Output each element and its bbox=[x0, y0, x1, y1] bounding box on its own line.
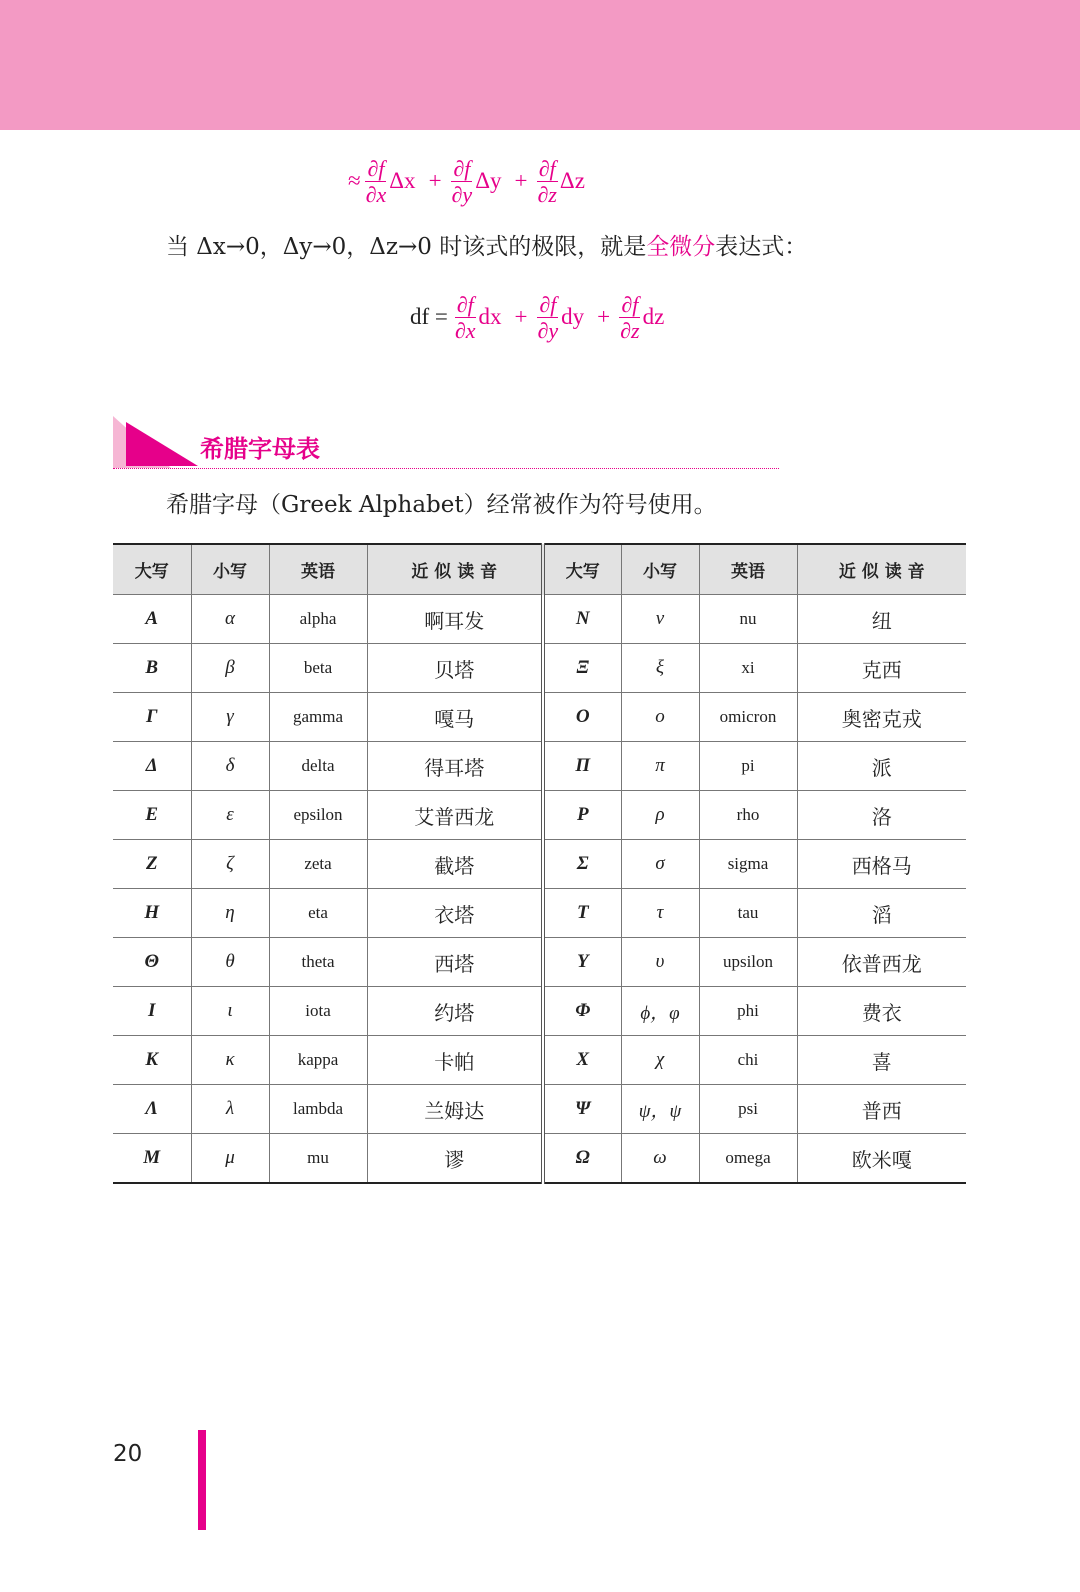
cell-english: chi bbox=[699, 1036, 797, 1085]
cell-uppercase: O bbox=[543, 693, 621, 742]
differential-term: dz bbox=[642, 304, 665, 329]
cell-lowercase: ο bbox=[621, 693, 699, 742]
cell-uppercase: Ψ bbox=[543, 1085, 621, 1134]
cell-pronunciation: 派 bbox=[797, 742, 966, 791]
table-row bbox=[113, 595, 966, 644]
header-pronunciation: 近 似 读 音 bbox=[797, 544, 966, 595]
header-lowercase: 小写 bbox=[621, 544, 699, 595]
cell-lowercase: χ bbox=[621, 1036, 699, 1085]
partial-fraction: $\frac{\partial f}{\partial y}$ bbox=[451, 155, 473, 207]
cell-lowercase: ω bbox=[621, 1134, 699, 1184]
cell-lowercase: γ bbox=[191, 693, 269, 742]
total-differential-equation bbox=[410, 286, 670, 348]
cell-english: omega bbox=[699, 1134, 797, 1184]
cell-english: zeta bbox=[269, 840, 367, 889]
table-header-row bbox=[113, 544, 966, 595]
cell-pronunciation: 衣塔 bbox=[367, 889, 543, 938]
cell-lowercase: κ bbox=[191, 1036, 269, 1085]
cell-english: nu bbox=[699, 595, 797, 644]
cell-english: upsilon bbox=[699, 938, 797, 987]
table-row bbox=[113, 840, 966, 889]
cell-english: eta bbox=[269, 889, 367, 938]
cell-pronunciation: 滔 bbox=[797, 889, 966, 938]
cell-english: xi bbox=[699, 644, 797, 693]
cell-pronunciation: 卡帕 bbox=[367, 1036, 543, 1085]
cell-pronunciation: 谬 bbox=[367, 1134, 543, 1184]
partial-fraction: $\frac{\partial f}{\partial x}$ bbox=[365, 155, 387, 207]
plus-sign: + bbox=[597, 304, 611, 329]
cell-uppercase: Υ bbox=[543, 938, 621, 987]
header-band bbox=[0, 0, 1080, 130]
section-title: 希腊字母表 bbox=[200, 435, 320, 463]
cell-lowercase: ξ bbox=[621, 644, 699, 693]
cell-pronunciation: 约塔 bbox=[367, 987, 543, 1036]
cell-english: delta bbox=[269, 742, 367, 791]
cell-english: gamma bbox=[269, 693, 367, 742]
cell-uppercase: Σ bbox=[543, 840, 621, 889]
cell-pronunciation: 奥密克戎 bbox=[797, 693, 966, 742]
cell-pronunciation: 纽 bbox=[797, 595, 966, 644]
cell-uppercase: X bbox=[543, 1036, 621, 1085]
header-uppercase: 大写 bbox=[113, 544, 191, 595]
table-row bbox=[113, 938, 966, 987]
cell-lowercase: ι bbox=[191, 987, 269, 1036]
cell-lowercase: η bbox=[191, 889, 269, 938]
cell-pronunciation: 西塔 bbox=[367, 938, 543, 987]
table-row bbox=[113, 693, 966, 742]
cell-lowercase: ρ bbox=[621, 791, 699, 840]
table-row bbox=[113, 791, 966, 840]
approximation-equation bbox=[348, 150, 591, 212]
header-lowercase: 小写 bbox=[191, 544, 269, 595]
cell-lowercase: ϕ，φ bbox=[621, 987, 699, 1036]
cell-english: kappa bbox=[269, 1036, 367, 1085]
cell-pronunciation: 贝塔 bbox=[367, 644, 543, 693]
cell-uppercase: T bbox=[543, 889, 621, 938]
section-decoration-triangle bbox=[126, 422, 198, 466]
cell-lowercase: ε bbox=[191, 791, 269, 840]
partial-fraction: $\frac{\partial f}{\partial z}$ bbox=[620, 291, 640, 343]
cell-uppercase: H bbox=[113, 889, 191, 938]
cell-lowercase: β bbox=[191, 644, 269, 693]
table-row bbox=[113, 987, 966, 1036]
cell-pronunciation: 啊耳发 bbox=[367, 595, 543, 644]
plus-sign: + bbox=[514, 168, 528, 193]
cell-uppercase: E bbox=[113, 791, 191, 840]
cell-pronunciation: 嘎马 bbox=[367, 693, 543, 742]
cell-pronunciation: 依普西龙 bbox=[797, 938, 966, 987]
greek-alphabet-table bbox=[113, 543, 966, 1184]
cell-lowercase: υ bbox=[621, 938, 699, 987]
section-rule bbox=[113, 468, 779, 469]
table-row bbox=[113, 742, 966, 791]
table-row bbox=[113, 1134, 966, 1184]
cell-pronunciation: 截塔 bbox=[367, 840, 543, 889]
cell-english: omicron bbox=[699, 693, 797, 742]
cell-pronunciation: 喜 bbox=[797, 1036, 966, 1085]
cell-uppercase: Γ bbox=[113, 693, 191, 742]
cell-uppercase: P bbox=[543, 791, 621, 840]
differential-term: dx bbox=[478, 304, 502, 329]
equation-lhs: df = bbox=[410, 304, 448, 329]
differential-term: dy bbox=[561, 304, 585, 329]
table-row bbox=[113, 644, 966, 693]
cell-lowercase: μ bbox=[191, 1134, 269, 1184]
differential-term: Δz bbox=[559, 168, 585, 193]
header-pronunciation: 近 似 读 音 bbox=[367, 544, 543, 595]
cell-lowercase: π bbox=[621, 742, 699, 791]
cell-uppercase: I bbox=[113, 987, 191, 1036]
cell-uppercase: M bbox=[113, 1134, 191, 1184]
differential-term: Δx bbox=[389, 168, 416, 193]
cell-lowercase: ν bbox=[621, 595, 699, 644]
cell-english: theta bbox=[269, 938, 367, 987]
cell-lowercase: λ bbox=[191, 1085, 269, 1134]
differential-term: Δy bbox=[475, 168, 502, 193]
cell-uppercase: A bbox=[113, 595, 191, 644]
table-row bbox=[113, 1036, 966, 1085]
cell-uppercase: Z bbox=[113, 840, 191, 889]
partial-fraction: $\frac{\partial f}{\partial y}$ bbox=[537, 291, 559, 343]
cell-pronunciation: 西格马 bbox=[797, 840, 966, 889]
cell-english: tau bbox=[699, 889, 797, 938]
section-intro: 希腊字母（Greek Alphabet）经常被作为符号使用。 bbox=[166, 492, 717, 518]
partial-fraction: $\frac{\partial f}{\partial z}$ bbox=[537, 155, 557, 207]
cell-english: beta bbox=[269, 644, 367, 693]
cell-pronunciation: 兰姆达 bbox=[367, 1085, 543, 1134]
cell-english: sigma bbox=[699, 840, 797, 889]
cell-uppercase: N bbox=[543, 595, 621, 644]
cell-lowercase: δ bbox=[191, 742, 269, 791]
cell-pronunciation: 洛 bbox=[797, 791, 966, 840]
cell-english: pi bbox=[699, 742, 797, 791]
cell-lowercase: ζ bbox=[191, 840, 269, 889]
cell-lowercase: ψ，ψ bbox=[621, 1085, 699, 1134]
cell-english: psi bbox=[699, 1085, 797, 1134]
plus-sign: + bbox=[514, 304, 528, 329]
cell-lowercase: τ bbox=[621, 889, 699, 938]
cell-pronunciation: 得耳塔 bbox=[367, 742, 543, 791]
cell-pronunciation: 艾普西龙 bbox=[367, 791, 543, 840]
cell-pronunciation: 费衣 bbox=[797, 987, 966, 1036]
cell-uppercase: Δ bbox=[113, 742, 191, 791]
cell-uppercase: Ω bbox=[543, 1134, 621, 1184]
cell-lowercase: θ bbox=[191, 938, 269, 987]
cell-uppercase: Λ bbox=[113, 1085, 191, 1134]
cell-lowercase: α bbox=[191, 595, 269, 644]
cell-english: mu bbox=[269, 1134, 367, 1184]
cell-english: rho bbox=[699, 791, 797, 840]
partial-fraction: $\frac{\partial f}{\partial x}$ bbox=[454, 291, 476, 343]
cell-uppercase: Π bbox=[543, 742, 621, 791]
header-uppercase: 大写 bbox=[543, 544, 621, 595]
cell-pronunciation: 克西 bbox=[797, 644, 966, 693]
cell-lowercase: σ bbox=[621, 840, 699, 889]
cell-pronunciation: 欧米嘎 bbox=[797, 1134, 966, 1184]
cell-uppercase: Ξ bbox=[543, 644, 621, 693]
cell-english: epsilon bbox=[269, 791, 367, 840]
cell-english: iota bbox=[269, 987, 367, 1036]
cell-english: phi bbox=[699, 987, 797, 1036]
header-english: 英语 bbox=[699, 544, 797, 595]
table-row bbox=[113, 1085, 966, 1134]
cell-uppercase: Θ bbox=[113, 938, 191, 987]
page-number: 20 bbox=[113, 1441, 143, 1467]
limit-paragraph: 当 Δx→0，Δy→0，Δz→0 时该式的极限，就是全微分表达式： bbox=[166, 234, 808, 260]
cell-uppercase: Φ bbox=[543, 987, 621, 1036]
cell-uppercase: B bbox=[113, 644, 191, 693]
cell-pronunciation: 普西 bbox=[797, 1085, 966, 1134]
page-marker-bar bbox=[198, 1430, 206, 1530]
approx-sign: ≈ bbox=[348, 168, 361, 193]
cell-uppercase: K bbox=[113, 1036, 191, 1085]
highlight-term: 全微分 bbox=[646, 234, 716, 260]
cell-english: lambda bbox=[269, 1085, 367, 1134]
header-english: 英语 bbox=[269, 544, 367, 595]
cell-english: alpha bbox=[269, 595, 367, 644]
table-row bbox=[113, 889, 966, 938]
plus-sign: + bbox=[428, 168, 442, 193]
